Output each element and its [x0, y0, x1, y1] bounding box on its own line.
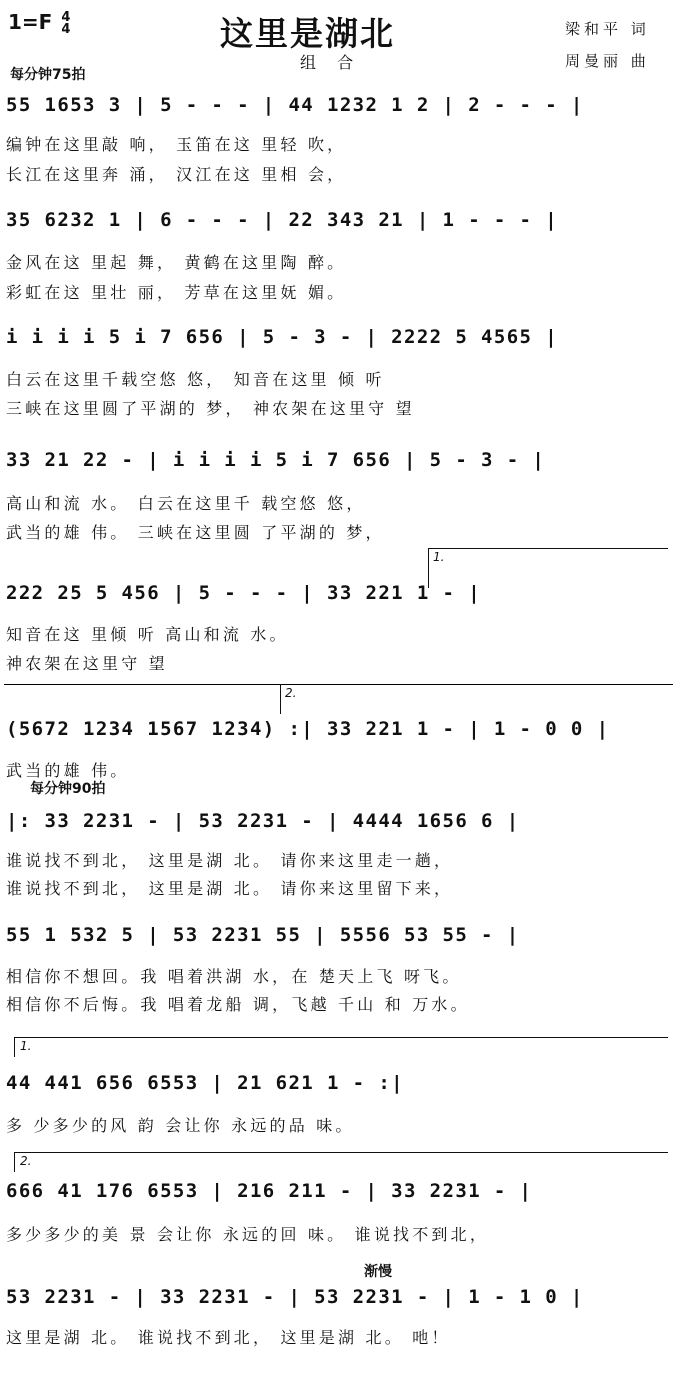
lyric-line: 三峡在这里圆了平湖的 梦， 神农架在这里守 望: [6, 399, 415, 418]
volta-bracket-second: [14, 1152, 668, 1153]
notation-line: 53 2231 - | 33 2231 - | 53 2231 - | 1 - 1 0 |: [6, 1286, 584, 1308]
composer: 周曼丽 曲: [565, 52, 650, 70]
lyricist: 梁和平 词: [565, 20, 650, 38]
lyric-line: 神农架在这里守 望: [6, 654, 168, 673]
notation-line: 55 1 532 5 | 53 2231 55 | 5556 53 55 - |: [6, 924, 520, 946]
volta-label-first: 1.: [433, 550, 445, 564]
notation-line: 35 6232 1 | 6 - - - | 22 343 21 | 1 - - - |: [6, 209, 559, 231]
lyric-line: 谁说找不到北， 这里是湖 北。 请你来这里走一趟，: [6, 851, 454, 870]
lyric-line: 这里是湖 北。 谁说找不到北， 这里是湖 北。 吔！: [6, 1328, 451, 1347]
lyric-line: 相信你不想回。我 唱着洪湖 水，在 楚天上飞 呀飞。: [6, 967, 462, 986]
notation-line: 666 41 176 6553 | 216 211 - | 33 2231 - |: [6, 1180, 533, 1202]
tempo-marking: 每分钟75拍: [10, 67, 86, 83]
volta-bracket-first: [14, 1037, 668, 1038]
tempo-marking: 渐慢: [364, 1264, 392, 1280]
lyric-line: 武当的雄 伟。: [6, 761, 130, 780]
song-title: 这里是湖北: [220, 14, 395, 53]
lyric-line: 谁说找不到北， 这里是湖 北。 请你来这里留下来，: [6, 879, 454, 898]
performer: 组 合: [300, 53, 362, 72]
notation-line: |: 33 2231 - | 53 2231 - | 4444 1656 6 |: [6, 810, 520, 832]
time-signature: [61, 9, 71, 37]
key-text: 1=F: [8, 10, 53, 34]
volta-tick: [14, 1152, 15, 1172]
notation-line: i i i i 5 i 7 656 | 5 - 3 - | 2222 5 4565 |: [6, 326, 559, 348]
lyric-line: 多少多少的美 景 会让你 永远的回 味。 谁说找不到北，: [6, 1225, 490, 1244]
volta-label-second: 2.: [20, 1154, 32, 1168]
lyric-line: 彩虹在这 里壮 丽， 芳草在这里妩 媚。: [6, 283, 347, 302]
notation-line: 222 25 5 456 | 5 - - - | 33 221 1 - |: [6, 582, 482, 604]
notation-line: (5672 1234 1567 1234) :| 33 221 1 - | 1 - 0 0 |: [6, 718, 610, 740]
lyric-line: 知音在这 里倾 听 高山和流 水。: [6, 625, 289, 644]
volta-bracket-first: [428, 548, 668, 549]
lyric-line: 编钟在这里敲 响， 玉笛在这 里轻 吹，: [6, 135, 347, 154]
lyric-line: 相信你不后悔。我 唱着龙船 调，飞越 千山 和 万水。: [6, 995, 470, 1014]
notation-line: 44 441 656 6553 | 21 621 1 - :|: [6, 1072, 405, 1094]
section-divider: [4, 684, 673, 685]
tempo-marking: 每分钟90拍: [30, 781, 106, 797]
lyric-line: 高山和流 水。 白云在这里千 载空悠 悠，: [6, 494, 366, 513]
volta-label-second: 2.: [285, 686, 297, 700]
key-signature: [8, 10, 70, 36]
notation-line: 55 1653 3 | 5 - - - | 44 1232 1 2 | 2 - - - |: [6, 94, 584, 116]
volta-label-first: 1.: [20, 1039, 32, 1053]
volta-tick: [14, 1037, 15, 1057]
lyric-line: 白云在这里千载空悠 悠， 知音在这里 倾 听: [6, 370, 385, 389]
time-denominator: 4: [61, 21, 71, 37]
lyric-line: 金风在这 里起 舞， 黄鹤在这里陶 醉。: [6, 253, 347, 272]
volta-tick: [280, 684, 281, 714]
lyric-line: 武当的雄 伟。 三峡在这里圆 了平湖的 梦，: [6, 523, 385, 542]
notation-line: 33 21 22 - | i i i i 5 i 7 656 | 5 - 3 - |: [6, 449, 546, 471]
lyric-line: 多 少多少的风 韵 会让你 永远的品 味。: [6, 1116, 355, 1135]
lyric-line: 长江在这里奔 涌， 汉江在这 里相 会，: [6, 165, 347, 184]
time-numerator: 4: [61, 9, 71, 25]
